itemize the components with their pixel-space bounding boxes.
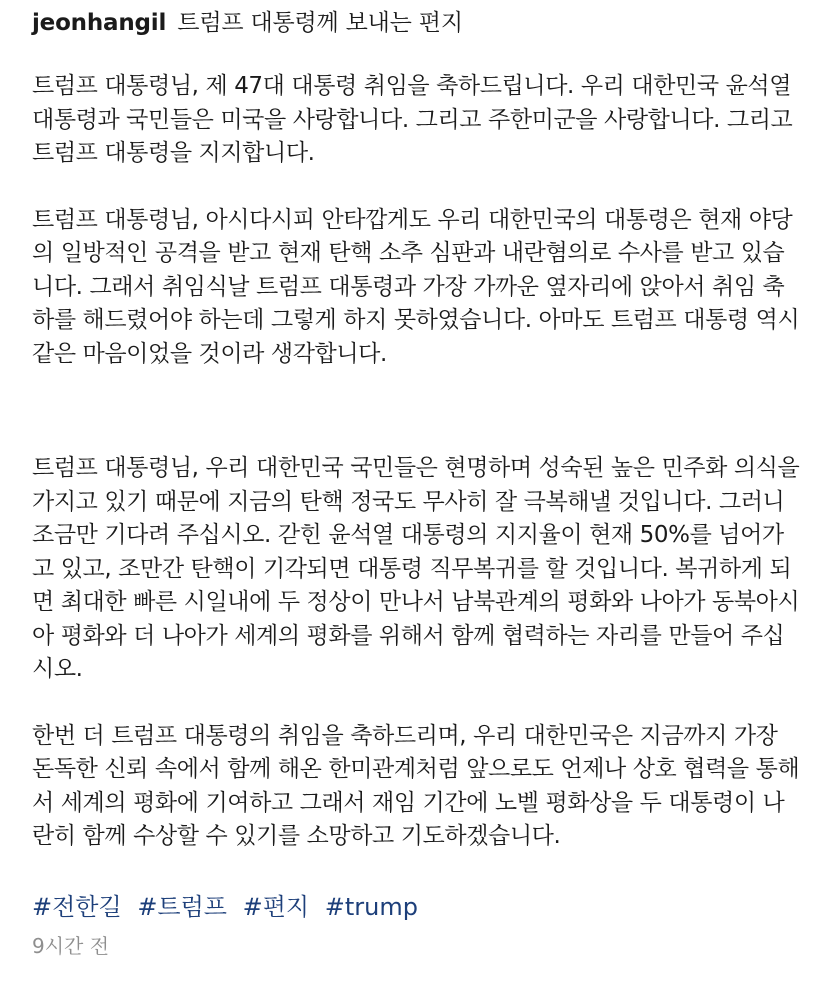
hashtag-list xyxy=(32,890,802,924)
hashtag-link[interactable]: #trump xyxy=(324,892,418,921)
caption-paragraph-2: 트럼프 대통령님, 아시다시피 안타깝게도 우리 대한민국의 대통령은 현재 야당의 일방적인 공격을 받고 현재 탄핵 소추 심판과 내란혐의로 수사를 받고 있습니다. 그래서 취임식날 트럼프 대통령과 가장 가까운 옆자리에 앉아서 취임 축하를 해드렸어야 하는데 그렇게 하지 못하였습니다. 아마도 트럼프 대통령 역시 같은 마음이었을 것이라 생각합니다. xyxy=(32,206,800,367)
post-timestamp: 9시간 전 xyxy=(32,933,110,958)
username-link[interactable]: jeonhangil xyxy=(32,10,167,36)
caption-paragraph-3: 트럼프 대통령님, 우리 대한민국 국민들은 현명하며 성숙된 높은 민주화 의식을 가지고 있기 때문에 지금의 탄핵 정국도 무사히 잘 극복해낼 것입니다. 그러니 조금만 기다려 주십시오. 갇힌 윤석열 대통령의 지지율이 현재 50%를 넘어가고 있고, 조만간 탄핵이 기각되면 대통령 직무복귀를 할 것입니다. 복귀하게 되면 최대한 빠른 시일내에 두 정상이 만나서 남북관계의 평화와 나아가 동북아시아 평화와 더 나아가 세계의 평화를 위해서 함께 협력하는 자리를 만들어 주십시오. xyxy=(32,455,800,682)
hashtag-link[interactable]: #트럼프 xyxy=(137,892,227,921)
caption-header xyxy=(32,0,802,40)
caption-paragraph-4: 한번 더 트럼프 대통령의 취임을 축하드리며, 우리 대한민국은 지금까지 가장 돈독한 신뢰 속에서 함께 해온 한미관계처럼 앞으로도 언제나 상호 협력을 통해서 세계의 평화에 기여하고 그래서 재임 기간에 노벨 평화상을 두 대통령이 나란히 함께 수상할 수 있기를 소망하고 기도하겠습니다. xyxy=(32,722,800,849)
caption-paragraph-1: 트럼프 대통령님, 제 47대 대통령 취임을 축하드립니다. 우리 대한민국 윤석열 대통령과 국민들은 미국을 사랑합니다. 그리고 주한미군을 사랑합니다. 그리고 트럼프 대통령을 지지합니다. xyxy=(32,73,793,166)
hashtag-link[interactable]: #편지 xyxy=(242,892,310,921)
hashtag-link[interactable]: #전한길 xyxy=(32,892,122,921)
post-title: 트럼프 대통령께 보내는 편지 xyxy=(177,10,463,36)
